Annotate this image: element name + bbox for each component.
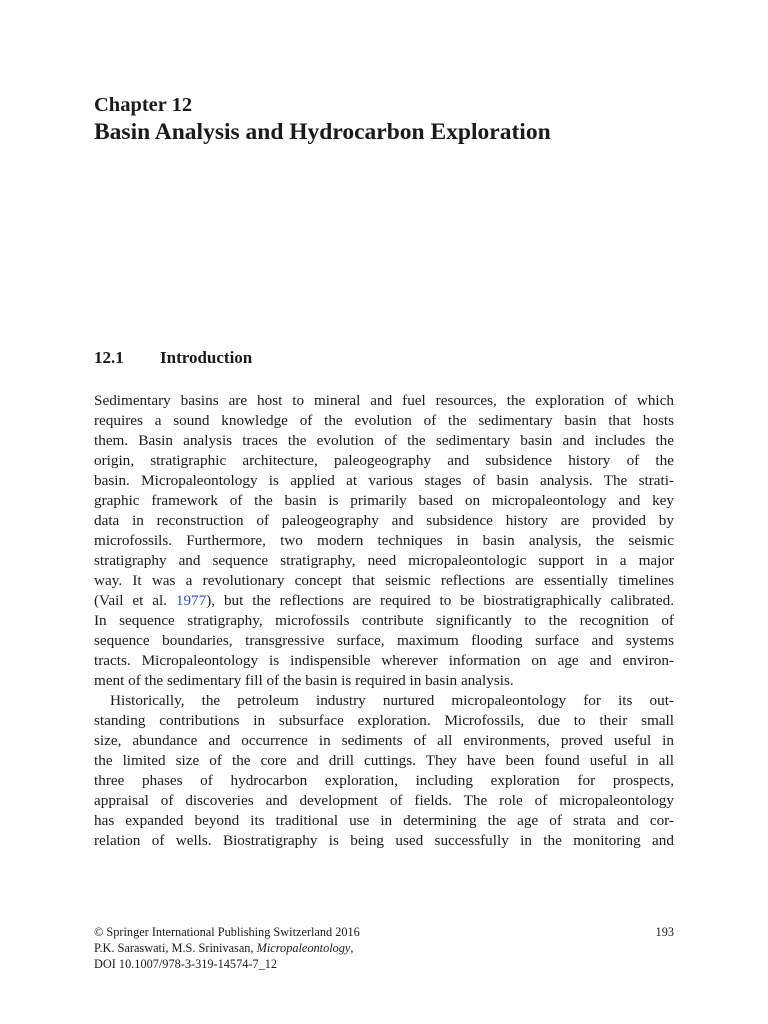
citation-suffix: ), but the reflections are required to be biostratigraphically calibrated. (206, 592, 674, 609)
section-title: Introduction (160, 348, 253, 367)
authors-line (94, 940, 674, 956)
body-line: has expanded beyond its traditional use in determining the age of strata and cor- (94, 812, 674, 829)
body-line: basin. Micropaleontology is applied at various stages of basin analysis. The strati- (94, 472, 674, 489)
body-line-citation (94, 591, 674, 611)
section-heading (94, 347, 252, 369)
body-text (94, 391, 674, 851)
body-line: ment of the sedimentary fill of the basin is required in basin analysis. (94, 672, 514, 689)
body-line: standing contributions in subsurface exploration. Microfossils, due to their small (94, 712, 674, 729)
chapter-label: Chapter 12 (94, 94, 193, 116)
body-line: sequence boundaries, transgressive surface, maximum flooding surface and systems (94, 632, 674, 649)
body-line: size, abundance and occurrence in sediments of all environments, proved useful in (94, 732, 674, 749)
citation-year-link[interactable]: 1977 (175, 592, 207, 609)
body-line: three phases of hydrocarbon exploration, including exploration for prospects, (94, 772, 674, 789)
page-footer (94, 924, 674, 972)
body-line: relation of wells. Biostratigraphy is being used successfully in the monitoring and (94, 832, 674, 849)
body-line: graphic framework of the basin is primarily based on micropaleontology and key (94, 492, 674, 509)
copyright-line: © Springer International Publishing Switzerland 2016 (94, 925, 360, 939)
body-line: stratigraphy and sequence stratigraphy, need micropaleontologic support in a major (94, 552, 674, 569)
book-title: Micropaleontology (256, 941, 351, 955)
body-line: In sequence stratigraphy, microfossils contribute significantly to the recognition of (94, 612, 674, 629)
body-line: data in reconstruction of paleogeography and subsidence history are provided by (94, 512, 674, 529)
authors: P.K. Saraswati, M.S. Srinivasan, (94, 941, 257, 955)
body-line: way. It was a revolutionary concept that seismic reflections are essentially timelines (94, 572, 674, 589)
body-line: them. Basin analysis traces the evolution of the sedimentary basin and includes the (94, 432, 674, 449)
body-line: the limited size of the core and drill cuttings. They have been found useful in all (94, 752, 674, 769)
page-number: 193 (655, 925, 674, 939)
body-line: microfossils. Furthermore, two modern techniques in basin analysis, the seismic (94, 532, 674, 549)
body-line: Historically, the petroleum industry nurtured micropaleontology for its out- (110, 692, 674, 709)
citation-prefix: (Vail et al. (94, 592, 176, 609)
doi-line: DOI 10.1007/978-3-319-14574-7_12 (94, 957, 278, 971)
body-line: tracts. Micropaleontology is indispensible wherever information on age and environ- (94, 652, 674, 669)
body-line: requires a sound knowledge of the evolution of the sedimentary basin that hosts (94, 412, 674, 429)
chapter-title: Basin Analysis and Hydrocarbon Exploration (94, 119, 551, 145)
body-line: Sedimentary basins are host to mineral and fuel resources, the exploration of which (94, 392, 674, 409)
body-line: origin, stratigraphic architecture, paleogeography and subsidence history of the (94, 452, 674, 469)
section-number: 12.1 (94, 348, 124, 367)
body-line: appraisal of discoveries and development of fields. The role of micropaleontology (94, 792, 674, 809)
authors-suffix: , (350, 941, 354, 955)
